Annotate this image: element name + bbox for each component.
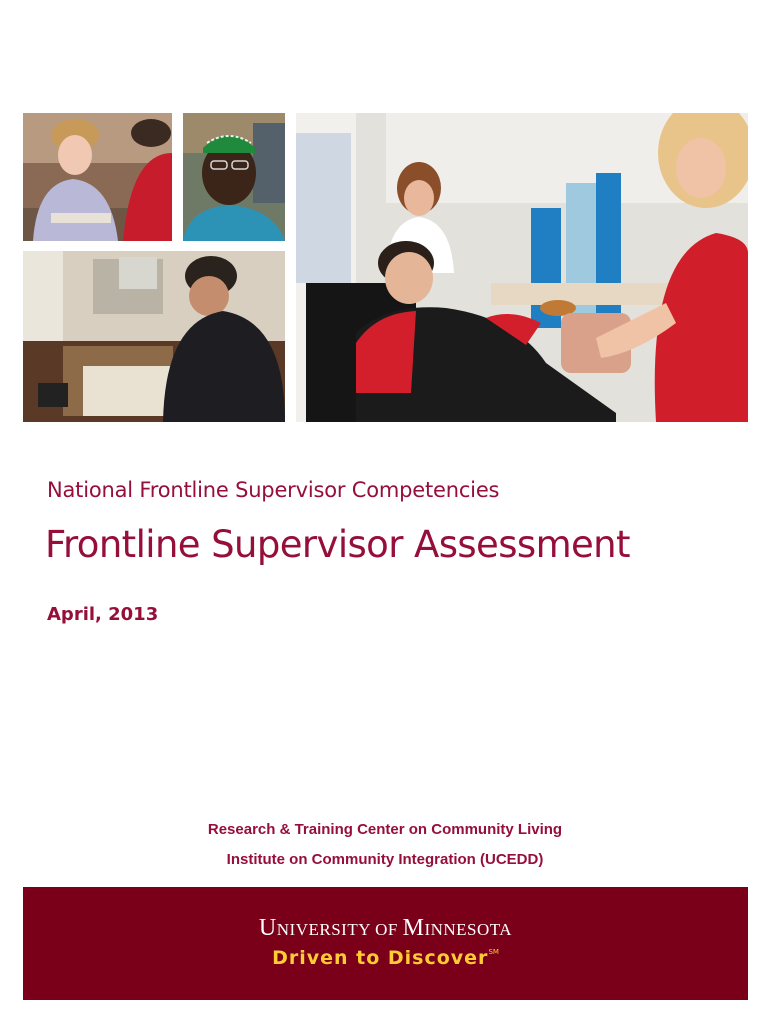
- photo-man-in-wheelchair-with-staff: [296, 113, 748, 422]
- photo-man-writing-at-desk: [23, 251, 285, 422]
- publication-date: April, 2013: [47, 604, 159, 625]
- organization-line-1: Research & Training Center on Community Living: [207, 821, 563, 838]
- organization-line-2: Institute on Community Integration (UCEDD): [226, 851, 544, 868]
- photo-two-women-talking: [23, 113, 172, 241]
- wordmark-innesota: INNESOTA: [424, 920, 513, 939]
- university-footer-band: [23, 887, 748, 1000]
- university-tagline: [23, 947, 748, 969]
- wordmark-u: U: [258, 915, 277, 941]
- university-wordmark: [23, 915, 748, 942]
- wordmark-m: M: [402, 915, 425, 941]
- service-mark: SM: [488, 948, 499, 956]
- main-title: Frontline Supervisor Assessment: [45, 523, 630, 566]
- series-title: National Frontline Supervisor Competencies: [47, 478, 500, 502]
- photo-man-green-cap: [183, 113, 285, 241]
- tagline-text: Driven to Discover: [272, 947, 489, 969]
- wordmark-niversity-of: NIVERSITY OF: [276, 920, 403, 939]
